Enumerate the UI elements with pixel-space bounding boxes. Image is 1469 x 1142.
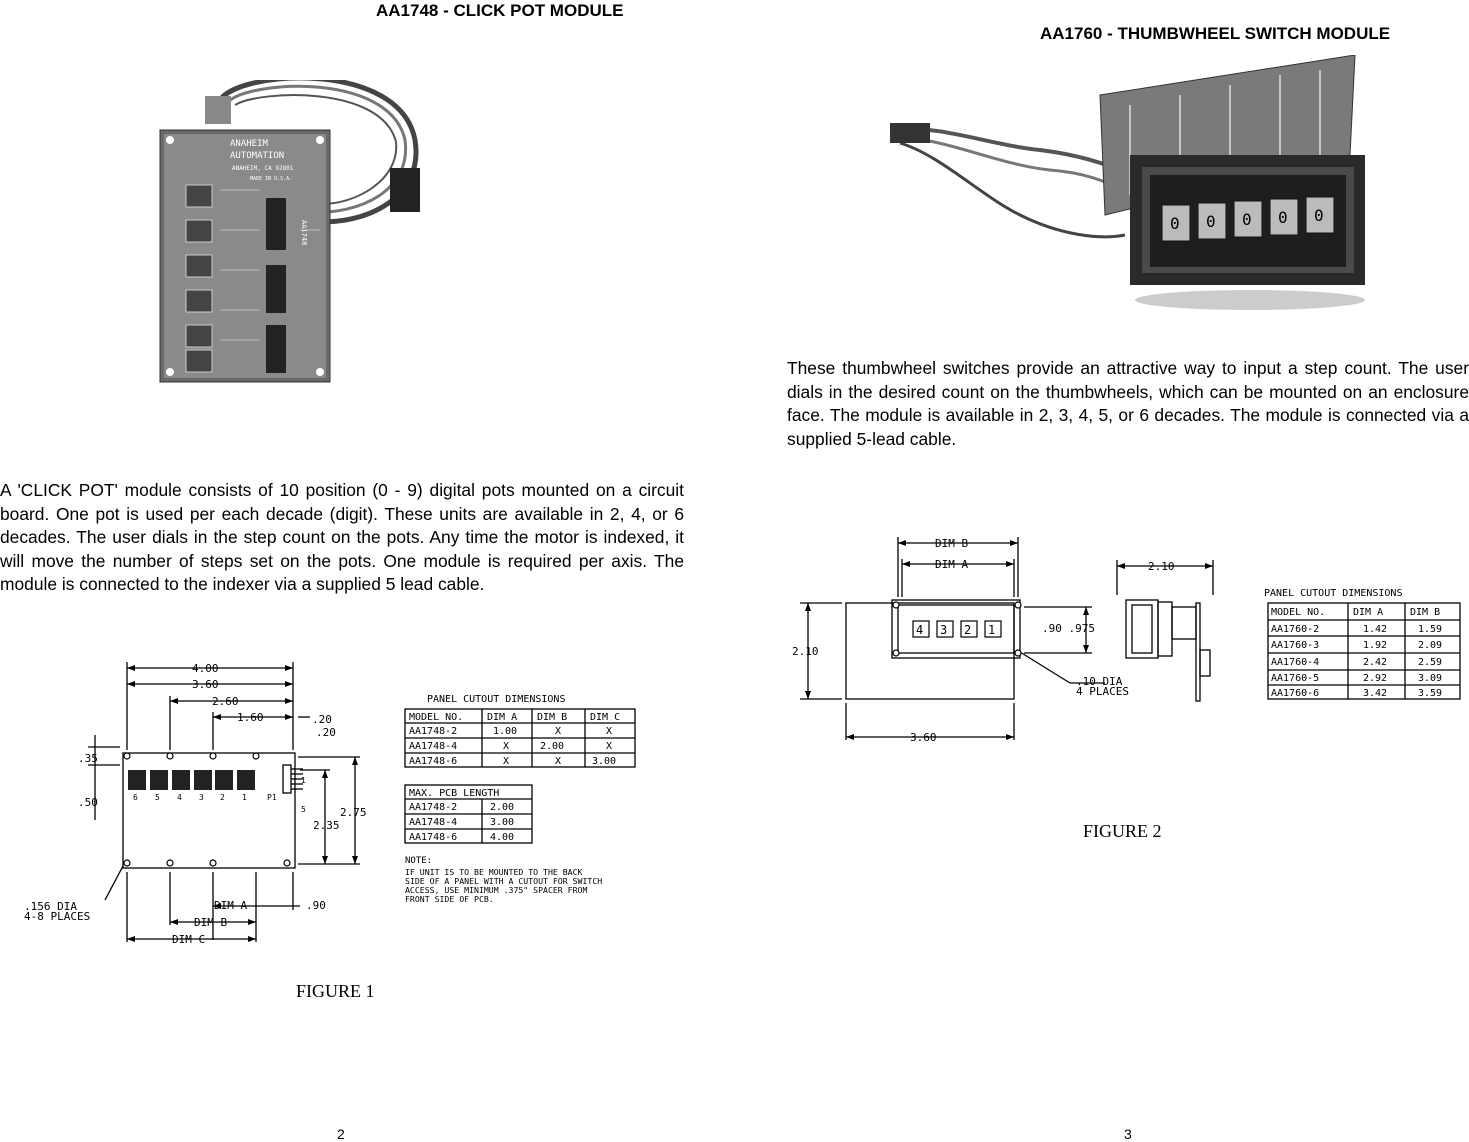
pot-3 — [194, 770, 212, 790]
fig2-r3c1: AA1760-4 — [1271, 657, 1320, 668]
fig2-r3c2: 2.42 — [1363, 657, 1388, 668]
cutout-title: PANEL CUTOUT DIMENSIONS — [427, 694, 566, 705]
switch-digit-4: 4 — [916, 623, 924, 637]
fig2-r3c3: 2.59 — [1418, 657, 1443, 668]
dim-a-label: DIM A — [214, 899, 248, 912]
dim-b-label: DIM B — [194, 916, 228, 929]
silk-model: AA1748 — [300, 220, 308, 246]
pcb-r2c1: AA1748-4 — [409, 817, 458, 828]
note-title: NOTE: — [405, 856, 433, 866]
connector-pin-1: 1 — [301, 776, 306, 785]
cutout-r2c2: X — [503, 741, 510, 752]
note-line-3: ACCESS, USE MINIMUM .375" SPACER FROM — [405, 885, 588, 895]
right-page-number: 3 — [1124, 1126, 1132, 1142]
figure-1-caption: FIGURE 1 — [296, 981, 375, 1001]
fig2-height: 2.10 — [792, 645, 819, 658]
left-description: A 'CLICK POT' module consists of 10 position (0 - 9) digital pots mounted on a circuit board. One pot is used per each decade (digit). These units are available in 2, 4, or 6 decades. The user dials in the step count on the pots. Any time the motor is indexed, it will move the number of steps set on the pots. One module is required per axis. The module is connected to the indexer via a supplied 5 lead cable. — [0, 480, 684, 595]
pcb-r3c1: AA1748-6 — [409, 832, 458, 843]
left-page-number: 2 — [337, 1126, 345, 1142]
pcb-h1: MAX. PCB LENGTH — [409, 788, 500, 799]
pot-num-3: 3 — [199, 793, 204, 802]
hole-places: 4-8 PLACES — [24, 910, 91, 923]
svg-text:0: 0 — [1170, 214, 1180, 233]
fig2-dim-b: DIM B — [935, 537, 969, 550]
thumbwheel-module-photo — [880, 55, 1370, 315]
figure-2-drawing — [780, 525, 1469, 755]
figure-1-drawing — [0, 650, 684, 950]
cable-connector — [890, 123, 930, 143]
fig2-r5c1: AA1760-6 — [1271, 688, 1320, 699]
cutout-h4: DIM C — [590, 712, 621, 723]
fig2-r5c3: 3.59 — [1418, 688, 1443, 699]
svg-text:0: 0 — [1242, 210, 1252, 229]
cutout-r1c2: 1.00 — [493, 726, 518, 737]
cutout-r3c2: X — [503, 756, 510, 767]
pot-num-4: 4 — [177, 793, 182, 802]
fig2-r5c2: 3.42 — [1363, 688, 1388, 699]
svg-text:0: 0 — [1314, 206, 1324, 225]
switch-digit-3: 3 — [940, 623, 948, 637]
cutout-r1c3: X — [555, 726, 562, 737]
fig2-r2c2: 1.92 — [1363, 640, 1388, 651]
right-page-title: AA1760 - THUMBWHEEL SWITCH MODULE — [1040, 24, 1391, 43]
fig2-r2c1: AA1760-3 — [1271, 640, 1320, 651]
dim-20b: .20 — [316, 726, 336, 739]
pot-num-1: 1 — [242, 793, 247, 802]
dim-4-00: 4.00 — [192, 662, 219, 675]
pcb-header — [205, 96, 231, 124]
dim-2-35: 2.35 — [313, 819, 340, 832]
pot-4 — [172, 770, 190, 790]
dim-35: .35 — [78, 752, 98, 765]
note-line-2: SIDE OF A PANEL WITH A CUTOUT FOR SWITCH — [405, 876, 603, 886]
cutout-r1c1: AA1748-2 — [409, 726, 458, 737]
fig2-r1c1: AA1760-2 — [1271, 624, 1320, 635]
connector-label: P1 — [267, 793, 277, 802]
fig2-width: 3.60 — [910, 731, 937, 744]
fig2-r1c2: 1.42 — [1363, 624, 1388, 635]
cutout-r3c4: 3.00 — [592, 756, 617, 767]
dim-1-60: 1.60 — [237, 711, 264, 724]
fig2-dim-a: DIM A — [935, 558, 969, 571]
dim-3-60: 3.60 — [192, 678, 219, 691]
pot-5 — [150, 770, 168, 790]
pcb-r1c1: AA1748-2 — [409, 802, 458, 813]
pot-1 — [237, 770, 255, 790]
figure-2-caption: FIGURE 2 — [1083, 821, 1162, 841]
fig2-h3: DIM B — [1410, 607, 1441, 618]
fig2-r1c3: 1.59 — [1418, 624, 1443, 635]
pot-num-6: 6 — [133, 793, 138, 802]
svg-text:0: 0 — [1206, 212, 1216, 231]
cutout-h2: DIM A — [487, 712, 518, 723]
dim-50: .50 — [78, 796, 98, 809]
fig2-side-width: 2.10 — [1148, 560, 1175, 573]
cutout-r3c1: AA1748-6 — [409, 756, 458, 767]
cutout-h1: MODEL NO. — [409, 712, 464, 723]
cutout-r2c3: 2.00 — [540, 741, 565, 752]
silk-anaheim: ANAHEIM — [230, 139, 268, 149]
fig2-r4c3: 3.09 — [1418, 673, 1443, 684]
dim-90: .90 — [306, 899, 326, 912]
dim-2-75: 2.75 — [340, 806, 367, 819]
silk-automation: AUTOMATION — [230, 151, 285, 161]
dim-c-label: DIM C — [172, 933, 206, 946]
pcb-r2c2: 3.00 — [490, 817, 515, 828]
fig2-h2: DIM A — [1353, 607, 1384, 618]
pot-num-2: 2 — [220, 793, 225, 802]
fig2-r4c1: AA1760-5 — [1271, 673, 1320, 684]
fig2-r4c2: 2.92 — [1363, 673, 1388, 684]
cutout-r2c4: X — [606, 741, 613, 752]
connector-pin-5: 5 — [301, 805, 306, 814]
pcb-r3c2: 4.00 — [490, 832, 515, 843]
right-description: These thumbwheel switches provide an attractive way to input a step count. The user dials in the desired count on the thumbwheels, which can be mounted on an enclosure face. The module is available in 2, 3, 4, 5, or 6 decades. The module is connected via a supplied 5-lead cable. — [787, 358, 1469, 449]
cutout-r1c4: X — [606, 726, 613, 737]
dim-2-60: 2.60 — [212, 695, 239, 708]
cutout-h3: DIM B — [537, 712, 568, 723]
fig2-r2c3: 2.09 — [1418, 640, 1443, 651]
note-line-1: IF UNIT IS TO BE MOUNTED TO THE BACK — [405, 867, 583, 877]
pot-2 — [215, 770, 233, 790]
dim-20a: .20 — [312, 713, 332, 726]
switch-digit-2: 2 — [964, 623, 972, 637]
fig2-hole-dia: .10 DIA — [1076, 675, 1123, 688]
switch-digit-1: 1 — [988, 623, 996, 637]
silk-address: ANAHEIM, CA 92801 — [232, 165, 294, 172]
pot-num-5: 5 — [155, 793, 160, 802]
pcb-r1c2: 2.00 — [490, 802, 515, 813]
silk-made-in: MADE IN U.S.A. — [250, 176, 293, 182]
cutout-r2c1: AA1748-4 — [409, 741, 458, 752]
note-line-4: FRONT SIDE OF PCB. — [405, 894, 494, 904]
click-pot-module-photo — [150, 80, 430, 400]
fig2-hole-places: 4 PLACES — [1076, 685, 1129, 698]
left-page-title: AA1748 - CLICK POT MODULE — [376, 1, 624, 20]
connector-plug — [390, 168, 420, 212]
fig2-cutout-title: PANEL CUTOUT DIMENSIONS — [1264, 588, 1403, 599]
svg-text:0: 0 — [1278, 208, 1288, 227]
pot-6 — [128, 770, 146, 790]
fig2-h1: MODEL NO. — [1271, 607, 1326, 618]
fig2-inner-height: .90 .975 — [1042, 622, 1095, 635]
hole-label: .156 DIA — [24, 900, 77, 913]
cutout-r3c3: X — [555, 756, 562, 767]
